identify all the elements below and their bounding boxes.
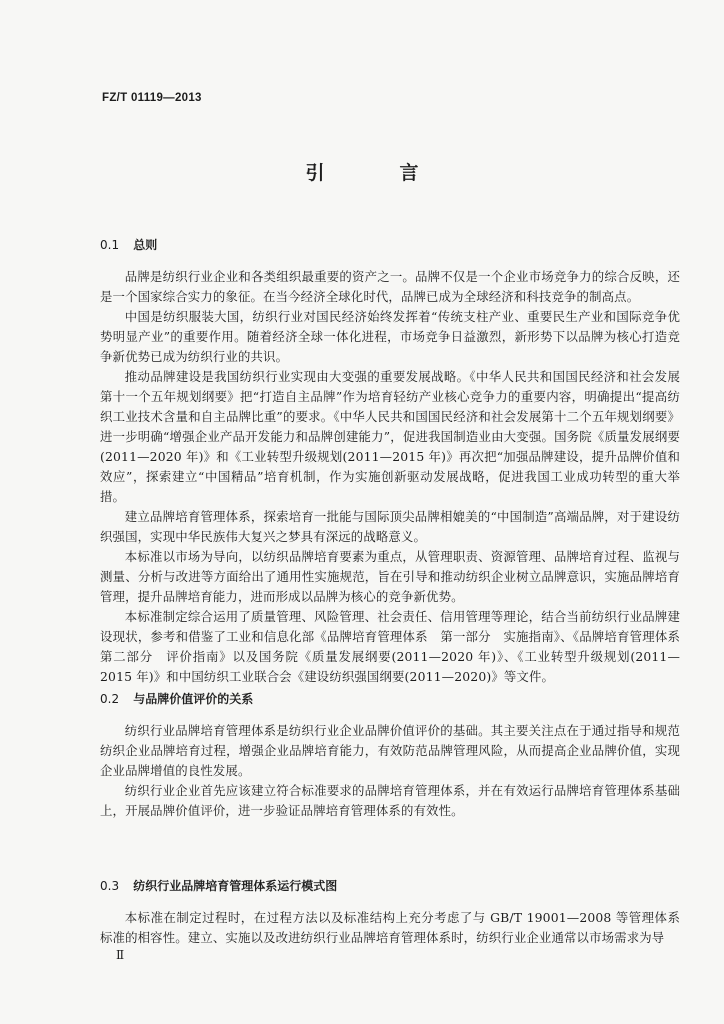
paragraph: 本标准在制定过程时，在过程方法以及标准结构上充分考虑了与 GB/T 19001—2008 等管理体系标准的相容性。建立、实施以及改进纺织行业品牌培育管理体系时，纺织行业企业通常以市场需求为导	[100, 910, 680, 945]
paragraph: 中国是纺织服装大国，纺织行业对国民经济始终发挥着“传统支柱产业、重要民生产业和国际竞争优势明显产业”的重要作用。随着经济全球一体化进程，市场竞争日益激烈，新形势下以品牌为核心打造竞争新优势已成为纺织行业的共识。	[100, 309, 680, 364]
section-number: 0.3	[100, 879, 120, 893]
title-text: 引 言	[305, 162, 447, 184]
section-title: 纺织行业品牌培育管理体系运行模式图	[133, 879, 338, 893]
section-number: 0.1	[100, 238, 120, 252]
section-title: 与品牌价值评价的关系	[133, 692, 254, 706]
paragraph: 纺织行业企业首先应该建立符合标准要求的品牌培育管理体系，并在有效运行品牌培育管理体系基础上，开展品牌价值评价，进一步验证品牌培育管理体系的有效性。	[100, 783, 680, 818]
page-title	[0, 158, 724, 185]
section-brand-value	[100, 690, 680, 821]
paragraph: 本标准以市场为导向，以纺织品牌培育要素为重点，从管理职责、资源管理、品牌培育过程、监视与测量、分析与改进等方面给出了通用性实施规范，旨在引导和推动纺织企业树立品牌意识，实施品牌培育管理，提升品牌培育能力，进而形成以品牌为核心的竞争新优势。	[100, 549, 680, 604]
paragraph: 纺织行业品牌培育管理体系是纺织行业企业品牌价值评价的基础。其主要关注点在于通过指导和规范纺织企业品牌培育过程，增强企业品牌培育能力，有效防范品牌管理风险，从而提高企业品牌价值，实现企业品牌增值的良性发展。	[100, 723, 680, 778]
page-number: Ⅱ	[116, 948, 125, 962]
section-heading	[100, 236, 680, 253]
section-heading	[100, 877, 680, 894]
section-operation-model	[100, 877, 680, 948]
section-heading	[100, 690, 680, 707]
section-general	[100, 236, 693, 687]
paragraph: 建立品牌培育管理体系，探索培育一批能与国际顶尖品牌相媲美的“中国制造”高端品牌，对于建设纺织强国，实现中华民族伟大复兴之梦具有深远的战略意义。	[100, 509, 680, 544]
section-number: 0.2	[100, 692, 120, 706]
paragraph: 推动品牌建设是我国纺织行业实现由大变强的重要发展战略。《中华人民共和国国民经济和社会发展第十一个五年规划纲要》把“打造自主品牌”作为培育轻纺产业核心竞争力的重要内容，明确提出“提高纺织工业技术含量和自主品牌比重”的要求。《中华人民共和国国民经济和社会发展第十二个五年规划纲要》进一步明确“增强企业产品开发能力和品牌创建能力”，促进我国制造业由大变强。国务院《质量发展纲要(2011—2020 年)》和《工业转型升级规划(2011—2015 年)》再次把“加强品牌建设，提升品牌价值和效应”，探索建立“中国精品”培育机制，作为实施创新驱动发展战略，促进我国工业成功转型的重大举措。	[100, 369, 680, 504]
paragraph: 本标准制定综合运用了质量管理、风险管理、社会责任、信用管理等理论，结合当前纺织行业品牌建设现状，参考和借鉴了工业和信息化部《品牌培育管理体系 第一部分 实施指南》、《品牌培育管理体系 第二部分 评价指南》以及国务院《质量发展纲要(2011—2020 年)》、《工业转型升级规划(2011—2015 年)》和中国纺织工业联合会《建设纺织强国纲要(2011—2020)》等文件。	[100, 609, 693, 684]
paragraph: 品牌是纺织行业企业和各类组织最重要的资产之一。品牌不仅是一个企业市场竞争力的综合反映，还是一个国家综合实力的象征。在当今经济全球化时代，品牌已成为全球经济和科技竞争的制高点。	[100, 269, 680, 304]
section-title: 总则	[133, 238, 158, 252]
standard-code: FZ/T 01119—2013	[102, 92, 202, 104]
